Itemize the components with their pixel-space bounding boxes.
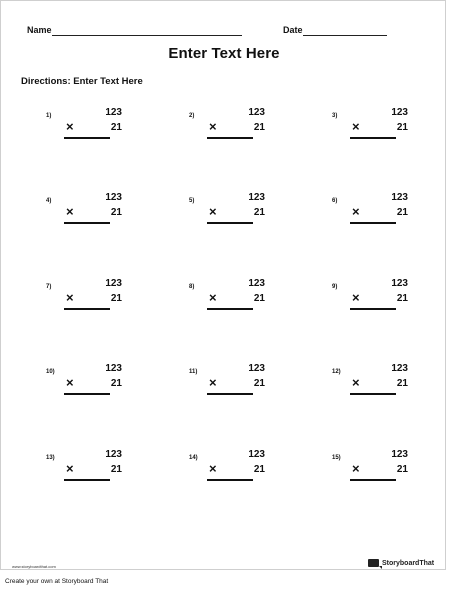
problem-item (46, 278, 126, 318)
multiplicand: 123 (105, 192, 122, 203)
footer-caption: Create your own at Storyboard That (5, 578, 109, 585)
multiplicand: 123 (248, 449, 265, 460)
answer-line (350, 222, 396, 224)
storyboard-logo (368, 559, 434, 567)
multiply-sign: × (352, 204, 360, 219)
answer-line (64, 393, 110, 395)
multiplicand: 123 (105, 107, 122, 118)
date-line (303, 35, 387, 36)
multiply-sign: × (66, 375, 74, 390)
problem-item (46, 363, 126, 403)
multiply-sign: × (66, 461, 74, 476)
answer-line (64, 137, 110, 139)
multiplier: 21 (253, 378, 265, 389)
multiplier: 21 (110, 378, 122, 389)
multiplier: 21 (396, 207, 408, 218)
multiply-sign: × (66, 119, 74, 134)
footer-url: www.storyboardthat.com (12, 564, 56, 569)
multiply-sign: × (352, 375, 360, 390)
multiply-sign: × (209, 119, 217, 134)
answer-line (350, 393, 396, 395)
problem-item (46, 449, 126, 489)
problem-number: 9) (332, 284, 338, 290)
multiplier: 21 (253, 207, 265, 218)
problem-number: 13) (46, 455, 55, 461)
multiply-sign: × (66, 204, 74, 219)
problem-item (332, 363, 412, 403)
problem-item (189, 278, 269, 318)
multiply-sign: × (352, 461, 360, 476)
multiplicand: 123 (105, 363, 122, 374)
multiplicand: 123 (248, 107, 265, 118)
multiplier: 21 (396, 122, 408, 133)
answer-line (207, 137, 253, 139)
multiplicand: 123 (391, 363, 408, 374)
answer-line (207, 479, 253, 481)
multiplicand: 123 (248, 192, 265, 203)
multiplier: 21 (396, 378, 408, 389)
multiplicand: 123 (248, 278, 265, 289)
directions: Directions: Enter Text Here (21, 76, 143, 87)
problem-number: 5) (189, 198, 195, 204)
problem-item (189, 449, 269, 489)
answer-line (350, 479, 396, 481)
answer-line (64, 479, 110, 481)
answer-line (350, 308, 396, 310)
problem-number: 8) (189, 284, 195, 290)
answer-line (350, 137, 396, 139)
date-label: Date (283, 25, 303, 35)
problem-number: 3) (332, 113, 338, 119)
problem-item (332, 278, 412, 318)
multiply-sign: × (352, 119, 360, 134)
answer-line (64, 308, 110, 310)
multiplicand: 123 (391, 107, 408, 118)
answer-line (207, 222, 253, 224)
name-label: Name (27, 25, 52, 35)
problem-number: 11) (189, 369, 198, 375)
answer-line (207, 393, 253, 395)
multiplicand: 123 (391, 278, 408, 289)
multiplicand: 123 (105, 278, 122, 289)
problem-item (332, 107, 412, 147)
multiplicand: 123 (391, 192, 408, 203)
multiply-sign: × (66, 290, 74, 305)
problem-number: 10) (46, 369, 55, 375)
multiplicand: 123 (105, 449, 122, 460)
storyboard-logo-text: StoryboardThat (382, 559, 435, 567)
problem-number: 2) (189, 113, 195, 119)
problem-item (189, 107, 269, 147)
multiply-sign: × (209, 375, 217, 390)
multiplier: 21 (253, 293, 265, 304)
multiplicand: 123 (248, 363, 265, 374)
problem-item (46, 107, 126, 147)
worksheet-title: Enter Text Here (168, 45, 280, 62)
problem-item (46, 192, 126, 232)
multiplier: 21 (253, 122, 265, 133)
multiplier: 21 (110, 293, 122, 304)
problem-item (189, 363, 269, 403)
answer-line (207, 308, 253, 310)
multiply-sign: × (352, 290, 360, 305)
problem-number: 15) (332, 455, 341, 461)
multiply-sign: × (209, 461, 217, 476)
answer-line (64, 222, 110, 224)
multiplier: 21 (396, 464, 408, 475)
multiplicand: 123 (391, 449, 408, 460)
problem-item (189, 192, 269, 232)
multiply-sign: × (209, 204, 217, 219)
problem-number: 14) (189, 455, 198, 461)
name-line (52, 35, 242, 36)
multiplier: 21 (110, 122, 122, 133)
multiplier: 21 (253, 464, 265, 475)
storyboard-logo-icon (368, 559, 379, 567)
problem-item (332, 192, 412, 232)
multiplier: 21 (396, 293, 408, 304)
multiply-sign: × (209, 290, 217, 305)
multiplier: 21 (110, 464, 122, 475)
multiplier: 21 (110, 207, 122, 218)
problem-number: 4) (46, 198, 52, 204)
problem-number: 6) (332, 198, 338, 204)
problem-item (332, 449, 412, 489)
problem-number: 7) (46, 284, 52, 290)
problem-number: 1) (46, 113, 52, 119)
problem-number: 12) (332, 369, 341, 375)
